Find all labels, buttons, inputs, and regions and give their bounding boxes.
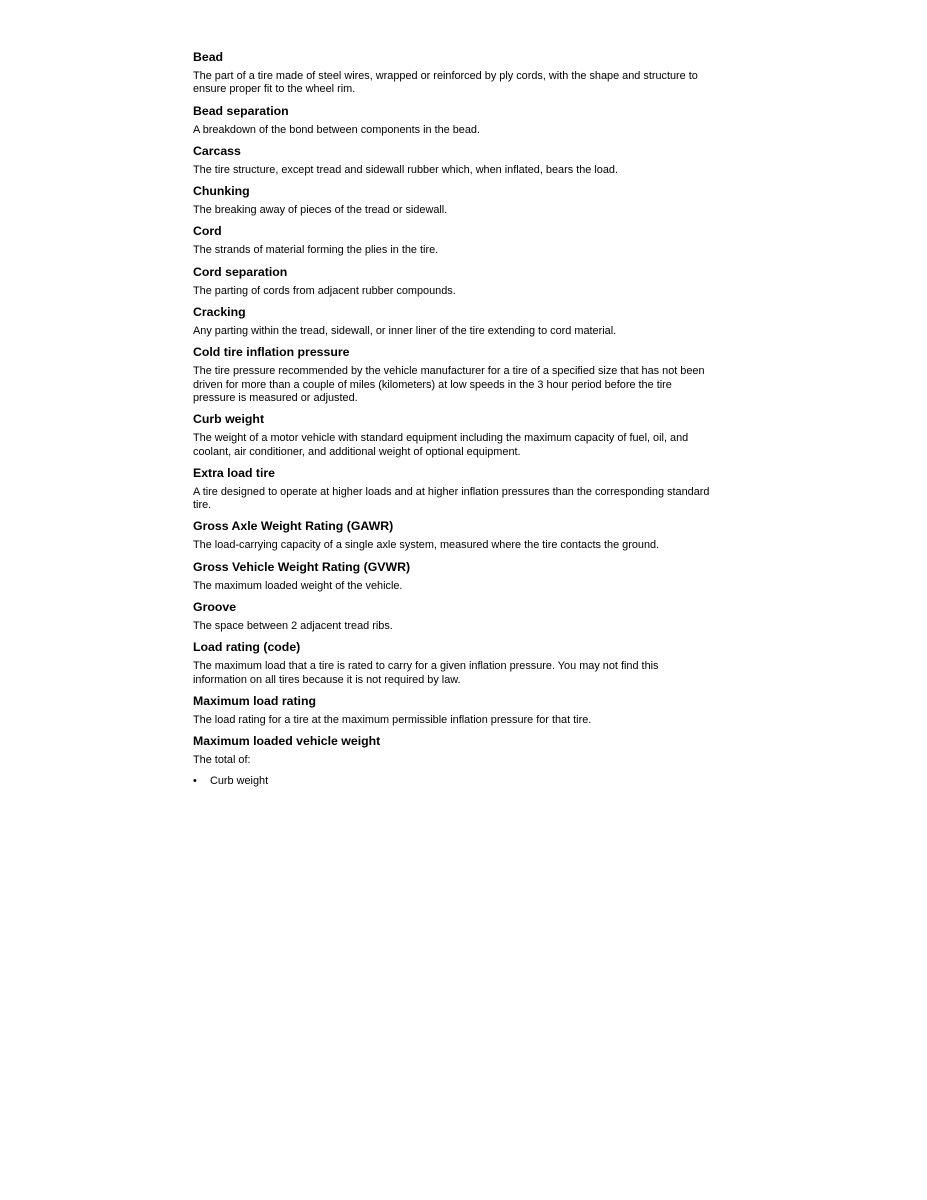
term-definition: The maximum load that a tire is rated to carry for a given inflation pressure. You may not find this information on all tires because it is not required by law. [193,660,659,686]
term-heading: Maximum loaded vehicle weight [193,734,381,749]
term-heading: Carcass [193,143,241,158]
bullet-list [193,775,713,788]
term-heading: Cord separation [193,264,288,279]
term-definition: The weight of a motor vehicle with standard equipment including the maximum capacity of fuel, oil, and coolant, air conditioner, and additional weight of optional equipment. [193,432,689,458]
glossary-entry [193,694,713,727]
term-heading: Bead [193,50,224,64]
term-heading: Cold tire inflation pressure [193,345,350,360]
term-definition: The breaking away of pieces of the tread or sidewall. [193,204,448,217]
glossary-page [193,50,713,788]
glossary-entry [193,560,713,593]
term-definition: The tire structure, except tread and sidewall rubber which, when inflated, bears the load. [193,163,618,176]
term-heading: Groove [193,600,237,615]
term-heading: Gross Axle Weight Rating (GAWR) [193,519,394,534]
glossary-entry [193,305,713,338]
term-definition: The total of: [193,754,251,767]
glossary-entry [193,144,713,177]
term-definition: The strands of material forming the plies in the tire. [193,244,439,257]
glossary-entry [193,184,713,217]
term-definition: A breakdown of the bond between components in the bead. [193,123,480,136]
term-definition: The space between 2 adjacent tread ribs. [193,620,393,633]
term-definition: The tire pressure recommended by the vehicle manufacturer for a tire of a specified size that has not been driven for more than a couple of miles (kilometers) at low speeds in the 3 hour period before the tire pressure is measured or adjusted. [193,365,705,404]
glossary-entry [193,600,713,633]
glossary-entry [193,50,713,97]
term-heading: Maximum load rating [193,693,316,708]
glossary-entry [193,265,713,298]
bullet-icon: • [193,774,197,787]
term-heading: Cord [193,224,222,239]
glossary-entry [193,519,713,552]
glossary-entry [193,734,713,788]
term-heading: Chunking [193,184,250,199]
term-heading: Bead separation [193,103,289,118]
term-definition: The load rating for a tire at the maximum permissible inflation pressure for that tire. [193,713,592,726]
term-definition: Any parting within the tread, sidewall, or inner liner of the tire extending to cord material. [193,325,617,338]
term-heading: Load rating (code) [193,640,301,655]
glossary-entry [193,640,713,687]
term-heading: Cracking [193,305,246,320]
list-item-text: Curb weight [210,774,269,787]
glossary-entry [193,104,713,137]
term-heading: Extra load tire [193,465,276,480]
term-definition: The load-carrying capacity of a single axle system, measured where the tire contacts the ground. [193,539,660,552]
term-definition: The maximum loaded weight of the vehicle. [193,579,403,592]
term-definition: A tire designed to operate at higher loads and at higher inflation pressures than the corresponding standard tire. [193,485,710,512]
list-item [193,775,713,788]
term-definition: The part of a tire made of steel wires, wrapped or reinforced by ply cords, with the shape and structure to ensure proper fit to the wheel rim. [193,70,698,96]
term-heading: Gross Vehicle Weight Rating (GVWR) [193,559,411,574]
glossary-entry [193,345,713,405]
term-heading: Curb weight [193,412,265,427]
term-definition: The parting of cords from adjacent rubber compounds. [193,284,456,297]
glossary-entry [193,466,713,513]
glossary-entry [193,224,713,257]
glossary-entry [193,412,713,459]
